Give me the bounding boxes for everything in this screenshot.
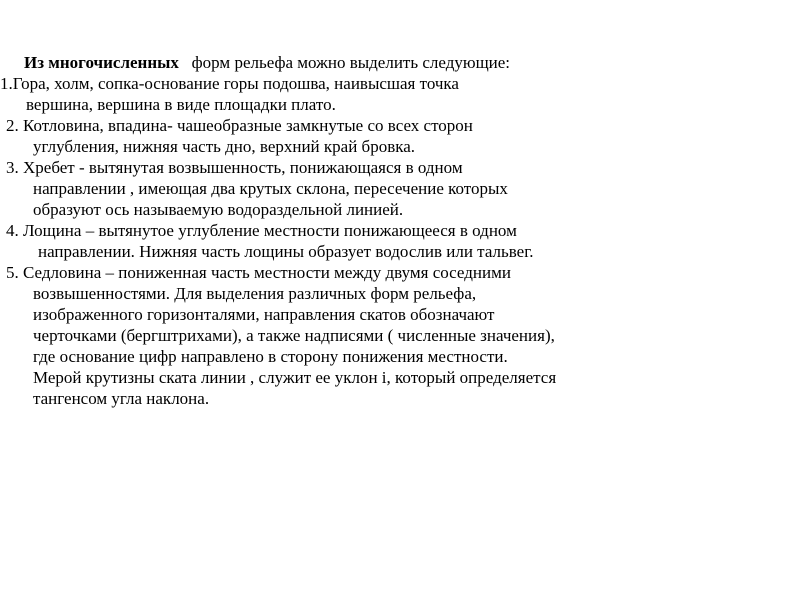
item-5-line-4: черточками (бергштрихами), а также надписями ( численные значения), xyxy=(33,326,555,345)
item-5-line-1: 5. Седловина – пониженная часть местности между двумя соседними xyxy=(6,263,511,282)
item-4-line-1: 4. Лощина – вытянутое углубление местности понижающееся в одном xyxy=(6,221,517,240)
intro-rest-text: форм рельефа можно выделить следующие: xyxy=(191,53,511,72)
item-5-line-7: тангенсом угла наклона. xyxy=(33,389,210,408)
item-3-line-1: 3. Хребет - вытянутая возвышенность, понижающаяся в одном xyxy=(6,158,463,177)
item-4-line-2: направлении. Нижняя часть лощины образует водослив или тальвег. xyxy=(38,242,534,261)
item-3-line-2: направлении , имеющая два крутых склона, пересечение которых xyxy=(33,179,508,198)
item-5-line-6: Мерой крутизны ската линии , служит ее уклон i, который определяется xyxy=(33,368,557,387)
item-1-line-2: вершина, вершина в виде площадки плато. xyxy=(26,95,336,114)
item-2-line-1: 2. Котловина, впадина- чашеобразные замкнутые со всех сторон xyxy=(6,116,473,135)
intro-bold-text: Из многочисленных xyxy=(24,53,179,72)
intro-line xyxy=(24,52,510,73)
item-1-line-1: 1.Гора, холм, сопка-основание горы подошва, наивысшая точка xyxy=(0,74,459,93)
item-5-line-2: возвышенностями. Для выделения различных форм рельефа, xyxy=(33,284,477,303)
item-3-line-3: образуют ось называемую водораздельной линией. xyxy=(33,200,404,219)
item-5-line-5: где основание цифр направлено в сторону понижения местности. xyxy=(33,347,508,366)
item-5-line-3: изображенного горизонталями, направления скатов обозначают xyxy=(33,305,495,324)
item-2-line-2: углубления, нижняя часть дно, верхний край бровка. xyxy=(33,137,416,156)
